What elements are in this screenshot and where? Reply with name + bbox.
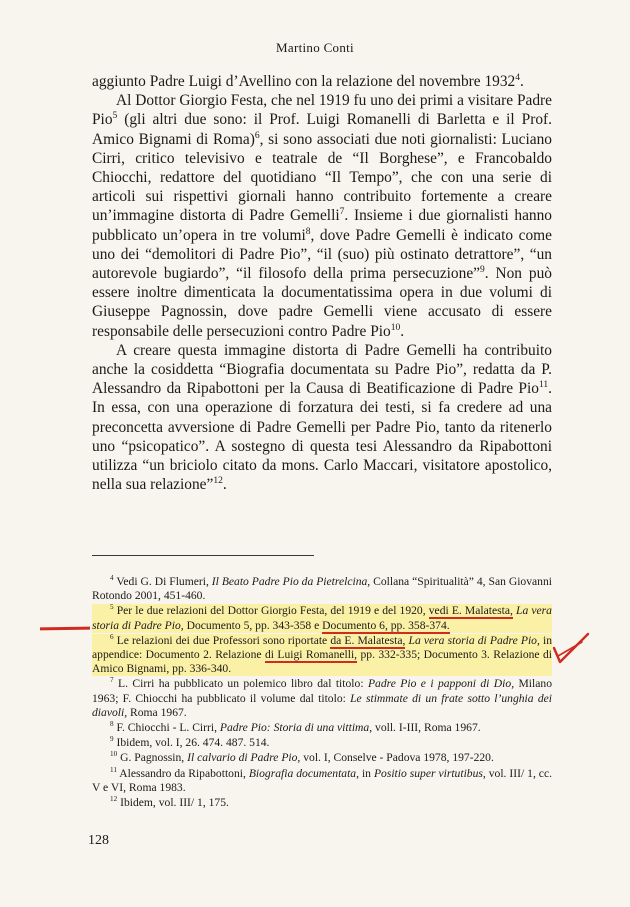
footnote-8: $^8$ F. Chiocchi - L. Cirri, Padre Pio: Storia di una vittima, voll. I-III, Roma 1967.: [110, 720, 481, 735]
footnote-9: $^9$ Ibidem, vol. I, 26. 474. 487. 514.: [110, 735, 270, 750]
footnote-11: $^{11}$ Alessandro da Ripabottoni, Biografia documentata, in Positio super virtutibus, vol. III/ 1, cc. V e VI, Roma 1983.: [92, 765, 552, 794]
footnote-7: $^7$ L. Cirri ha pubblicato un polemico libro dal titolo: Padre Pio e i papponi di Dio, Milano 1963; F. Chiocchi ha pubblicato il volume dal titolo: Le stimmate di un frate sotto l’unghia dei diavoli, Roma 1967.: [92, 676, 552, 719]
footnote-5: $^5$ Per le due relazioni del Dottor Giorgio Festa, del 1919 e del 1920, vedi E. Malatesta, La vera storia di Padre Pio, Documento 5, pp. 343-358 e Documento 6, pp. 358-374.: [92, 603, 552, 632]
red-check-mark-icon: [548, 628, 592, 672]
red-pen-dash: [40, 627, 90, 631]
main-text: [92, 72, 552, 494]
footnote-10: $^{10}$ G. Pagnossin, Il calvario di Padre Pio, vol. I, Conselve - Padova 1978, 197-220.: [110, 750, 494, 765]
footnotes: [92, 575, 552, 811]
paragraph-2: Al Dottor Giorgio Festa, che nel 1919 fu uno dei primi a visitare Padre Pio$^5$ (gli altri due sono: il Prof. Luigi Romanelli di Barletta e il Prof. Amico Bignami di Roma)$^6$, si sono associati due noti giornalisti: Luciano Cirri, critico televisivo e teatrale de “Il Borghese”, e Francobaldo Chiocchi, redattore del quotidiano “Il Tempo”, che con una serie di articoli sui rispettivi giornali hanno contribuito fortemente a creare un’immagine distorta di Padre Gemelli$^7$. Insieme i due giornalisti hanno pubblicato un’opera in tre volumi$^8$, dove Padre Gemelli è indicato come uno dei “demolitori di Padre Pio”, “il (suo) più ostinato detrattore”, “un autorevole bugiardo”, “il filosofo della prima persecuzione”$^9$. Non può essere inoltre dimenticata la documentatissima opera in due volumi di Giuseppe Pagnossin, dove padre Gemelli viene accusato di essere responsabile delle persecuzioni contro Padre Pio$^{10}$.: [92, 92, 552, 340]
footnote-separator: [92, 555, 314, 556]
running-header: Martino Conti: [276, 40, 354, 55]
footnote-6: $^6$ Le relazioni dei due Professori sono riportate da E. Malatesta, La vera storia di Padre Pio, in appendice: Documento 2. Relazione di Luigi Romanelli, pp. 332-335; Documento 3. Relazione di Amico Bignami, pp. 336-340.: [92, 632, 553, 676]
footnote-12: $^{12}$ Ibidem, vol. III/ 1, 175.: [110, 795, 229, 810]
paragraph-3: A creare questa immagine distorta di Padre Gemelli ha contribuito anche la cosiddetta “Biografia documentata su Padre Pio”, redatta da P. Alessandro da Ripabottoni per la Causa di Beatificazione di Padre Pio$^{11}$. In essa, con una operazione di forzatura dei testi, si fa credere ad una preconcetta avversione di Padre Gemelli per Padre Pio, tanto da ritenerlo uno “psicopatico”. A sostegno di questa tesi Alessandro da Ripabottoni utilizza “un briciolo citato da mons. Carlo Maccari, visitatore apostolico, nella sua relazione”$^{12}$.: [92, 341, 552, 494]
footnote-4: $^4$ Vedi G. Di Flumeri, Il Beato Padre Pio da Pietrelcina, Collana “Spiritualità” 4, San Giovanni Rotondo 2001, 451-460.: [92, 574, 552, 603]
paragraph-1: aggiunto Padre Luigi d’Avellino con la relazione del novembre 1932$^4$.: [92, 71, 524, 90]
page-number: 128: [88, 833, 109, 848]
